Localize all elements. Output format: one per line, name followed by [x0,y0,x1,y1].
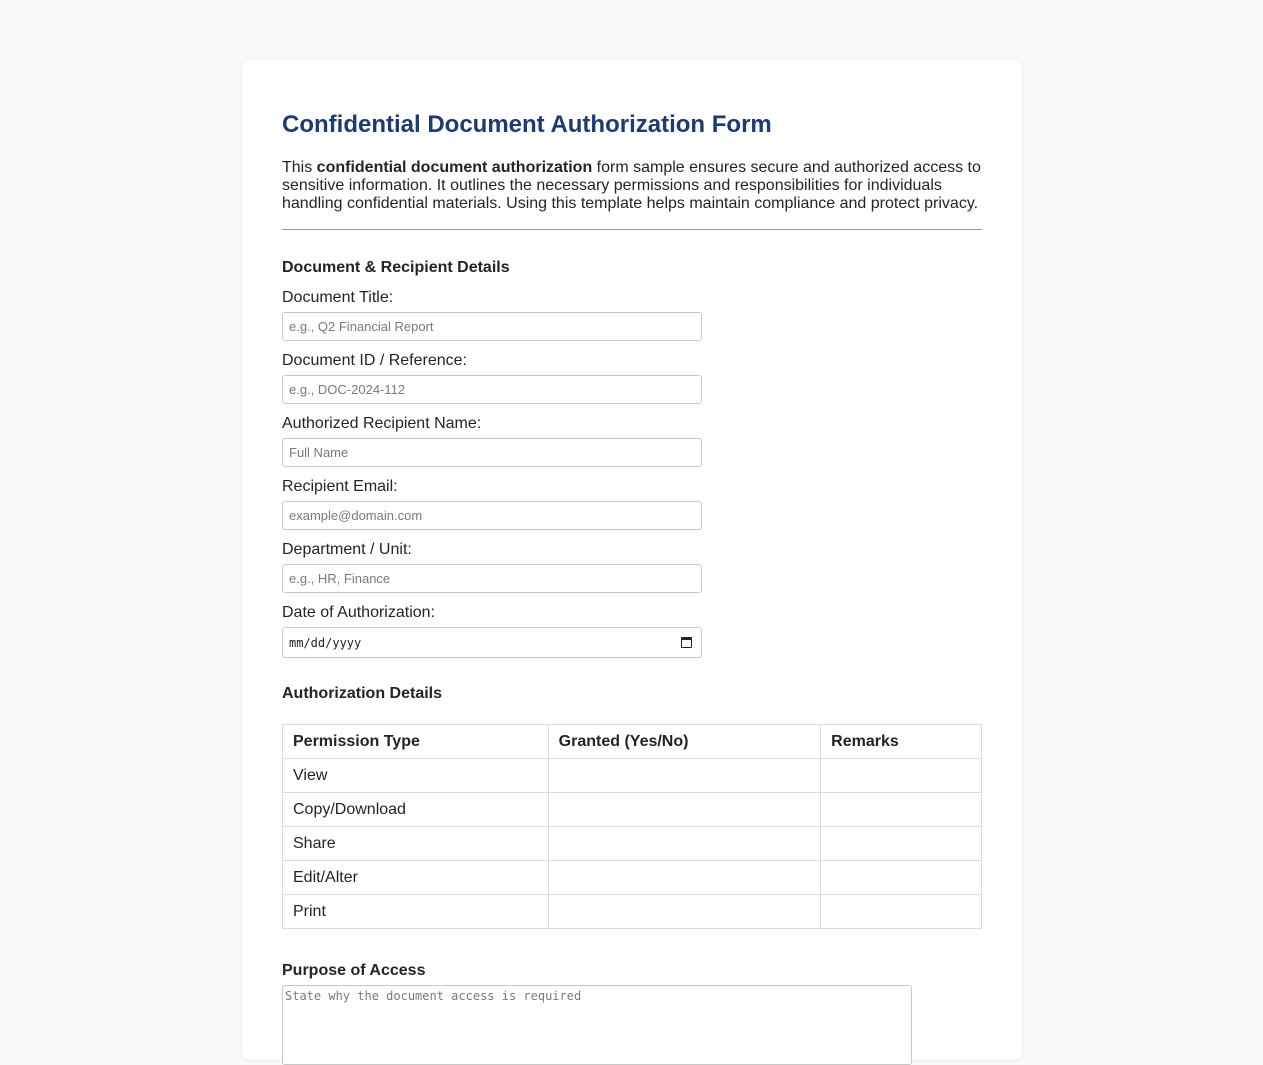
purpose-textarea[interactable] [282,985,912,1065]
intro-text-start: This [282,159,317,176]
recipient-name-label: Authorized Recipient Name: [282,415,482,432]
form-card [242,60,1022,1060]
permission-cell: Print [283,895,549,929]
table-row [283,827,982,861]
document-title-input[interactable] [282,312,702,341]
recipient-name-input[interactable] [282,438,702,467]
document-id-input[interactable] [282,375,702,404]
authorization-date-input[interactable] [282,627,702,658]
column-header-remarks: Remarks [821,725,982,759]
page-title: Confidential Document Authorization Form [282,111,772,138]
section-divider [282,229,982,230]
recipient-email-input[interactable] [282,501,702,530]
intro-paragraph [282,159,982,213]
remarks-cell[interactable] [821,759,982,793]
granted-cell[interactable] [548,895,821,929]
remarks-cell[interactable] [821,827,982,861]
table-row [283,793,982,827]
document-id-label: Document ID / Reference: [282,352,467,369]
recipient-email-label: Recipient Email: [282,478,398,495]
granted-cell[interactable] [548,793,821,827]
remarks-cell[interactable] [821,895,982,929]
authorization-date-label: Date of Authorization: [282,604,435,621]
column-header-permission: Permission Type [283,725,549,759]
table-row [283,861,982,895]
purpose-section-heading: Purpose of Access [282,962,426,979]
granted-cell[interactable] [548,759,821,793]
authorization-section-heading: Authorization Details [282,685,443,702]
permission-cell: View [283,759,549,793]
table-header-row [283,725,982,759]
permission-cell: Edit/Alter [283,861,549,895]
table-row [283,759,982,793]
document-title-label: Document Title: [282,289,394,306]
date-placeholder: mm/dd/yyyy [289,635,362,650]
granted-cell[interactable] [548,827,821,861]
calendar-icon[interactable] [681,637,692,648]
table-row [283,895,982,929]
granted-cell[interactable] [548,861,821,895]
permission-cell: Copy/Download [283,793,549,827]
permission-cell: Share [283,827,549,861]
permissions-table [282,724,982,929]
details-section-heading: Document & Recipient Details [282,259,510,276]
remarks-cell[interactable] [821,793,982,827]
department-label: Department / Unit: [282,541,412,558]
intro-text-end: form sample ensures secure and authorized access to sensitive information. It outlines the necessary permissions and responsibilities for individuals handling confidential materials. Using this template helps maintain compliance and protect privacy. [282,159,981,212]
intro-bold-text: confidential document authorization [316,159,593,176]
department-input[interactable] [282,564,702,593]
column-header-granted: Granted (Yes/No) [548,725,821,759]
remarks-cell[interactable] [821,861,982,895]
